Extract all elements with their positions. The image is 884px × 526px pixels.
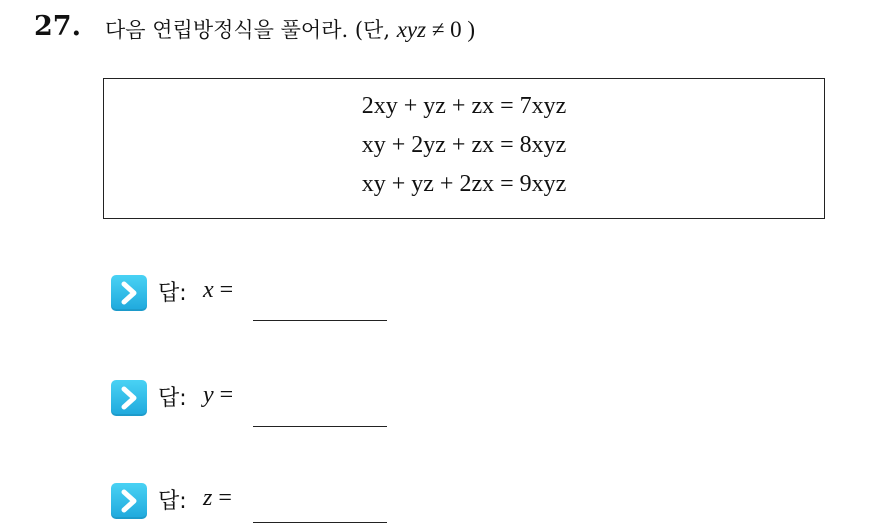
answer-expression	[203, 485, 232, 512]
condition-rest: ≠ 0 )	[426, 17, 476, 42]
equation-1: 2xy + yz + zx = 7xyz	[361, 93, 567, 119]
question-number: 27.	[34, 11, 81, 42]
equation-box	[103, 78, 825, 219]
answer-blank-x[interactable]	[253, 320, 387, 321]
answer-variable: x	[203, 277, 214, 303]
chevron-right-icon	[111, 275, 147, 311]
equals-sign: =	[219, 382, 234, 408]
equation-2: xy + 2yz + zx = 8xyz	[361, 132, 567, 158]
chevron-right-icon	[111, 380, 147, 416]
answer-variable: y	[203, 382, 214, 408]
prompt-text: 다음 연립방정식을 풀어라. (단,	[105, 18, 397, 42]
answer-label: 답:	[158, 489, 187, 514]
answer-label: 답:	[158, 281, 187, 306]
answer-label: 답:	[158, 386, 187, 411]
answer-row-z	[111, 483, 411, 523]
equals-sign: =	[218, 485, 232, 511]
answer-blank-z[interactable]	[253, 522, 387, 523]
answer-blank-y[interactable]	[253, 426, 387, 427]
equals-sign: =	[219, 277, 234, 303]
answer-row-x	[111, 275, 411, 315]
equation-3: xy + yz + 2zx = 9xyz	[361, 171, 567, 197]
chevron-right-icon	[111, 483, 147, 519]
answer-variable: z	[203, 485, 213, 511]
answer-expression	[203, 382, 233, 409]
answer-expression	[203, 277, 233, 304]
answer-row-y	[111, 380, 411, 420]
condition-variable: xyz	[396, 17, 427, 42]
question-prompt	[105, 14, 475, 44]
